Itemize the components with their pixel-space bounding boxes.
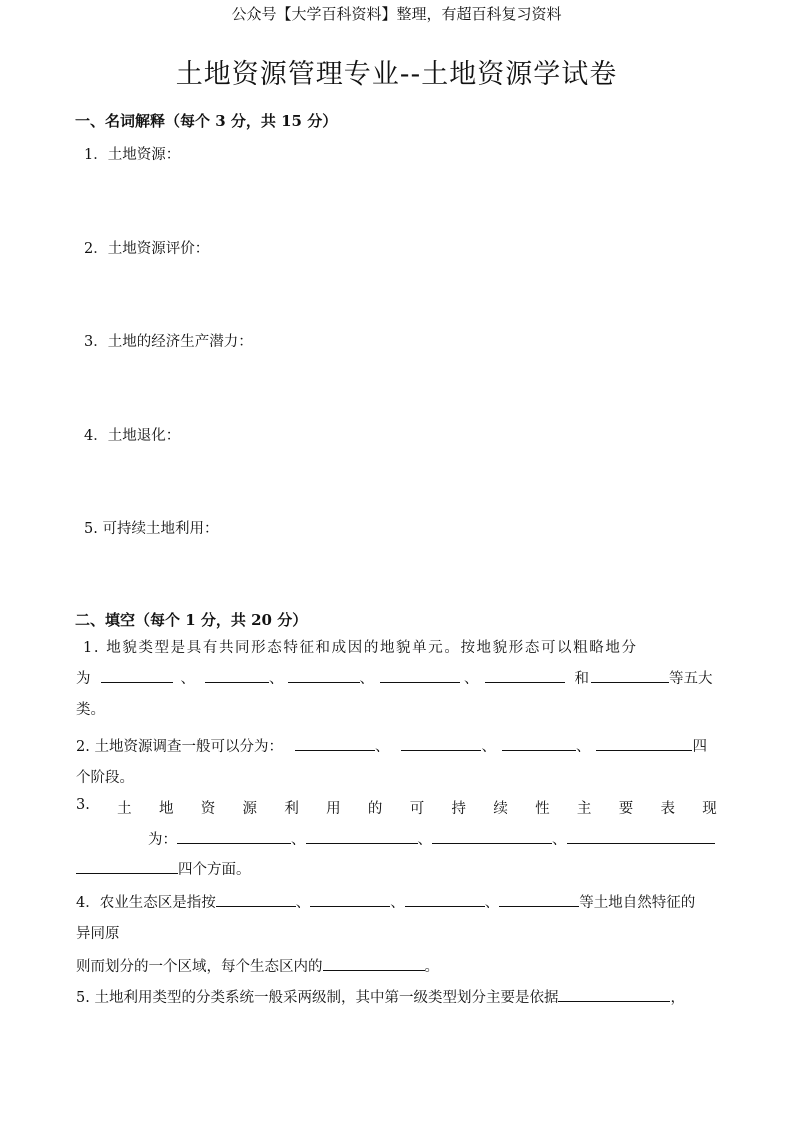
q2-prefix: 2. 土地资源调查一般可以分为：: [76, 739, 283, 755]
q1-blank-3[interactable]: [288, 668, 360, 683]
q2-sep-3: 、: [575, 739, 591, 755]
q2-blank-1[interactable]: [295, 736, 375, 751]
q4-line3: [76, 955, 439, 976]
section2-heading: 二、填空（每个 1 分，共 20 分）: [75, 611, 308, 629]
q3-char: 用: [326, 801, 341, 817]
q3-char: 资: [200, 801, 216, 817]
q4-prefix: 4．农业生态区是指按: [76, 895, 216, 911]
page-header: 公众号【大学百科资料】整理，有超百科复习资料: [231, 5, 562, 23]
q2-blank-4[interactable]: [596, 736, 692, 751]
q1-blank-5[interactable]: [485, 668, 565, 683]
q3-char: 地: [158, 801, 174, 817]
q3-char: 3.: [76, 797, 90, 813]
q5-blank-1[interactable]: [558, 987, 670, 1002]
q4-line1: [76, 891, 695, 912]
q1-line1: 1. 地貌类型是具有共同形态特征和成因的地貌单元。按地貌形态可以粗略地分: [83, 640, 638, 656]
q4-end: 。: [424, 959, 439, 975]
q4-suffix: 等土地自然特征的: [579, 895, 696, 911]
term-item-5: 5. 可持续土地利用：: [84, 521, 219, 537]
q3-blank-3[interactable]: [432, 829, 552, 844]
q3-char: 持: [451, 801, 467, 817]
term-item-1: 1．土地资源：: [84, 147, 181, 163]
q1-suffix: 等五大: [669, 671, 713, 687]
q4-blank-3[interactable]: [405, 892, 485, 907]
q1-line2: [76, 667, 713, 688]
q1-prefix: 为: [76, 671, 91, 687]
q3-char: 源: [242, 801, 258, 817]
q3-blank-5[interactable]: [76, 859, 178, 874]
q3-char: 续: [493, 801, 508, 817]
q1-sep-2: 、: [269, 671, 284, 687]
q2-line2: 个阶段。: [76, 770, 134, 786]
q4-line3-text: 则而划分的一个区域，每个生态区内的: [76, 959, 323, 975]
q3-sep-1: 、: [291, 832, 306, 848]
term-item-3: 3．土地的经济生产潜力：: [84, 334, 253, 350]
q3-line1: [76, 797, 717, 818]
term-item-2: 2．土地资源评价：: [84, 241, 210, 257]
q2-blank-3[interactable]: [502, 736, 576, 751]
q3-char: 表: [660, 801, 675, 817]
q1-blank-1[interactable]: [101, 668, 173, 683]
q4-blank-5[interactable]: [323, 956, 425, 971]
q5-line1: [76, 986, 685, 1007]
q3-char: 主: [576, 801, 592, 817]
q2-line1: [76, 735, 707, 756]
q2-sep-1: 、: [374, 739, 390, 755]
q5-end: ，: [670, 990, 685, 1006]
q3-char: 要: [618, 801, 634, 817]
q1-blank-6[interactable]: [591, 668, 669, 683]
q3-blank-2[interactable]: [306, 829, 418, 844]
q3-char: 利: [284, 801, 299, 817]
section1-heading: 一、名词解释（每个 3 分，共 15 分）: [75, 112, 338, 130]
q4-blank-2[interactable]: [310, 892, 390, 907]
q2-sep-2: 、: [481, 739, 496, 755]
q3-line2: [148, 828, 715, 849]
q1-line3: 类。: [76, 702, 105, 718]
page-title: 土地资源管理专业--土地资源学试卷: [175, 59, 618, 90]
q5-prefix: 5. 土地利用类型的分类系统一般采两级制，其中第一级类型划分主要是依据: [76, 990, 559, 1006]
q1-sep-1: 、: [180, 671, 195, 687]
q3-char: 性: [535, 801, 550, 817]
q3-suffix: 四个方面。: [178, 862, 251, 878]
q3-char: 可: [409, 801, 425, 817]
q3-blank-4[interactable]: [567, 829, 715, 844]
q2-blank-2[interactable]: [401, 736, 481, 751]
q1-blank-2[interactable]: [205, 668, 269, 683]
q3-sep-2: 、: [417, 832, 432, 848]
q3-prefix: 为：: [148, 832, 177, 848]
q3-char: 土: [117, 801, 132, 817]
q2-suffix: 四: [692, 739, 707, 755]
term-item-4: 4．土地退化：: [84, 428, 181, 444]
q1-and: 和: [574, 671, 589, 687]
q4-sep-1: 、: [295, 895, 311, 911]
q4-sep-3: 、: [484, 895, 500, 911]
q4-blank-1[interactable]: [216, 892, 296, 907]
q4-blank-4[interactable]: [499, 892, 579, 907]
q1-sep-3: 、: [359, 671, 374, 687]
q3-char: 现: [702, 801, 717, 817]
q3-sep-3: 、: [552, 832, 567, 848]
q1-sep-4: 、: [464, 671, 479, 687]
q3-blank-1[interactable]: [177, 829, 291, 844]
q1-blank-4[interactable]: [380, 668, 460, 683]
q4-line2: 异同原: [76, 926, 120, 942]
q4-sep-2: 、: [390, 895, 405, 911]
q3-line3: [76, 858, 251, 879]
q3-char: 的: [367, 801, 383, 817]
